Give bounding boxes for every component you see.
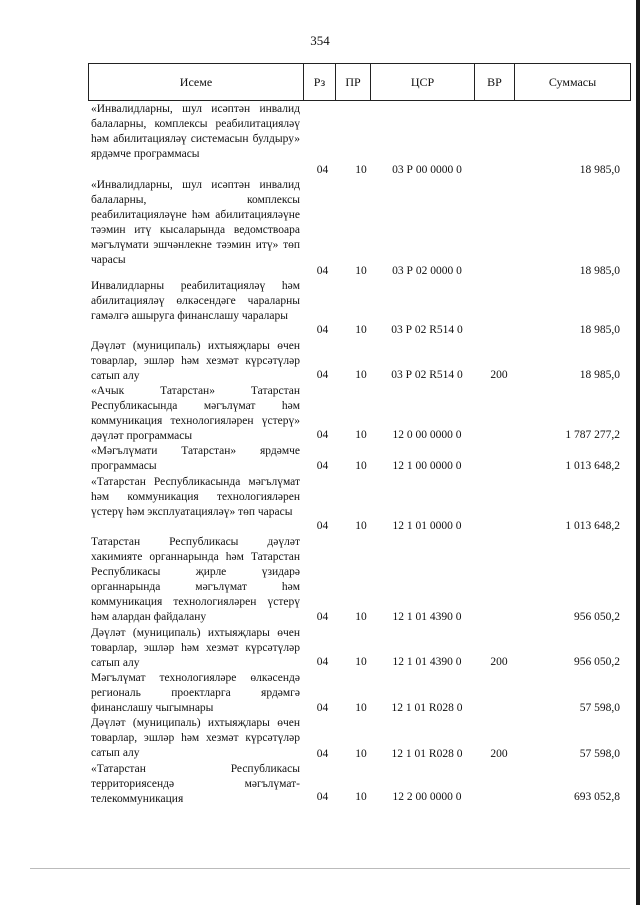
row-csr: 12 1 01 0000 0 xyxy=(392,520,462,532)
page-bottom-divider xyxy=(30,868,630,869)
header-sum: Суммасы xyxy=(515,64,631,101)
row-name: Татарстан Республикасы дәүләт хакимияте органнарында һәм Татарстан Республикасы җирле үзидарә органнарында мәгълүмат һәм коммуникация технологияләрен үстерү һәм алардан файдалану xyxy=(91,536,300,624)
row-sum: 18 985,0 xyxy=(579,265,620,277)
row-name: «Инвалидларны, шул исәптән инвалид балаларны, комплексы реабилитацияләүне һәм абилитацияләүне тәэмин итү кысаларында ведомствоара мәгълүмати эшчәнлекне тәэмин итү» төп чарасы xyxy=(91,179,300,267)
row-rz: 04 xyxy=(316,164,329,176)
row-name: «Мәгълүмати Татарстан» ярдәмче программасы xyxy=(91,445,300,473)
row-rz: 04 xyxy=(316,324,329,336)
row-sum: 1 013 648,2 xyxy=(565,520,620,532)
row-sum: 956 050,2 xyxy=(574,611,620,623)
row-csr: 12 1 01 4390 0 xyxy=(392,611,462,623)
row-csr: 03 Р 00 0000 0 xyxy=(392,164,462,176)
row-csr: 03 Р 02 R514 0 xyxy=(391,369,463,381)
row-name: «Татарстан Республикасы территориясендә мәгълүмат-телекоммуникация xyxy=(91,763,300,806)
row-sum: 956 050,2 xyxy=(574,656,620,668)
row-sum: 18 985,0 xyxy=(579,164,620,176)
row-pr: 10 xyxy=(355,611,367,623)
row-pr: 10 xyxy=(355,656,367,668)
row-csr: 12 1 00 0000 0 xyxy=(392,460,462,472)
row-sum: 57 598,0 xyxy=(579,748,620,760)
row-csr: 03 Р 02 0000 0 xyxy=(392,265,462,277)
row-rz: 04 xyxy=(316,520,329,532)
row-sum: 18 985,0 xyxy=(579,369,620,381)
row-name: «Инвалидларны, шул исәптән инвалид балаларны, комплексы реабилитацияләү һәм абилитацияләү системасын булдыру» ярдәмче программасы xyxy=(91,103,300,161)
row-name: Дәүләт (муниципаль) ихтыяҗлары өчен товарлар, эшләр һәм хезмәт күрсәтүләр сатып алу xyxy=(91,340,300,383)
row-rz: 04 xyxy=(316,702,329,714)
row-name: Мәгълүмат технологияләре өлкәсендә региональ проектларга ярдәмгә финанслашу чыгымнары xyxy=(91,672,300,715)
row-csr: 12 1 01 R028 0 xyxy=(391,748,463,760)
row-vr: 200 xyxy=(490,369,508,381)
row-csr: 12 0 00 0000 0 xyxy=(392,429,462,441)
row-name: Дәүләт (муниципаль) ихтыяҗлары өчен товарлар, эшләр һәм хезмәт күрсәтүләр сатып алу xyxy=(91,717,300,760)
row-name: «Ачык Татарстан» Татарстан Республикасында мәгълүмат һәм коммуникация технологияләрен үстерү» дәүләт программасы xyxy=(91,385,300,443)
row-name: Дәүләт (муниципаль) ихтыяҗлары өчен товарлар, эшләр һәм хезмәт күрсәтүләр сатып алу xyxy=(91,627,300,670)
row-pr: 10 xyxy=(355,164,367,176)
page-number: 354 xyxy=(310,33,330,48)
row-name: «Татарстан Республикасында мәгълүмат һәм коммуникация технологияләрен үстерү һәм эксплуатацияләү» төп чарасы xyxy=(91,476,300,519)
row-pr: 10 xyxy=(355,748,367,760)
header-vr: ВР xyxy=(475,64,515,101)
header-pr: ПР xyxy=(336,64,371,101)
row-sum: 18 985,0 xyxy=(579,324,620,336)
row-rz: 04 xyxy=(316,369,329,381)
header-name: Исеме xyxy=(89,64,304,101)
row-pr: 10 xyxy=(355,429,367,441)
row-rz: 04 xyxy=(316,791,329,803)
row-rz: 04 xyxy=(316,265,329,277)
row-sum: 57 598,0 xyxy=(579,702,620,714)
row-sum: 1 787 277,2 xyxy=(565,429,620,441)
scan-edge xyxy=(636,0,640,905)
row-pr: 10 xyxy=(355,520,367,532)
row-vr: 200 xyxy=(490,656,508,668)
row-pr: 10 xyxy=(355,460,367,472)
header-csr: ЦСР xyxy=(371,64,475,101)
row-csr: 12 2 00 0000 0 xyxy=(392,791,462,803)
row-sum: 1 013 648,2 xyxy=(565,460,620,472)
row-rz: 04 xyxy=(316,611,329,623)
row-rz: 04 xyxy=(316,429,329,441)
row-sum: 693 052,8 xyxy=(574,791,620,803)
row-rz: 04 xyxy=(316,748,329,760)
row-csr: 12 1 01 R028 0 xyxy=(391,702,463,714)
row-pr: 10 xyxy=(355,791,367,803)
row-pr: 10 xyxy=(355,324,367,336)
row-pr: 10 xyxy=(355,702,367,714)
row-rz: 04 xyxy=(316,460,329,472)
header-rz: Рз xyxy=(304,64,336,101)
row-csr: 12 1 01 4390 0 xyxy=(392,656,462,668)
row-pr: 10 xyxy=(355,369,367,381)
row-vr: 200 xyxy=(490,748,508,760)
row-csr: 03 Р 02 R514 0 xyxy=(391,324,463,336)
row-name: Инвалидларны реабилитацияләү һәм абилитацияләү өлкәсендәге чараларны гамәлгә ашыруга финанслашу чаралары xyxy=(91,280,300,323)
row-pr: 10 xyxy=(355,265,367,277)
row-rz: 04 xyxy=(316,656,329,668)
